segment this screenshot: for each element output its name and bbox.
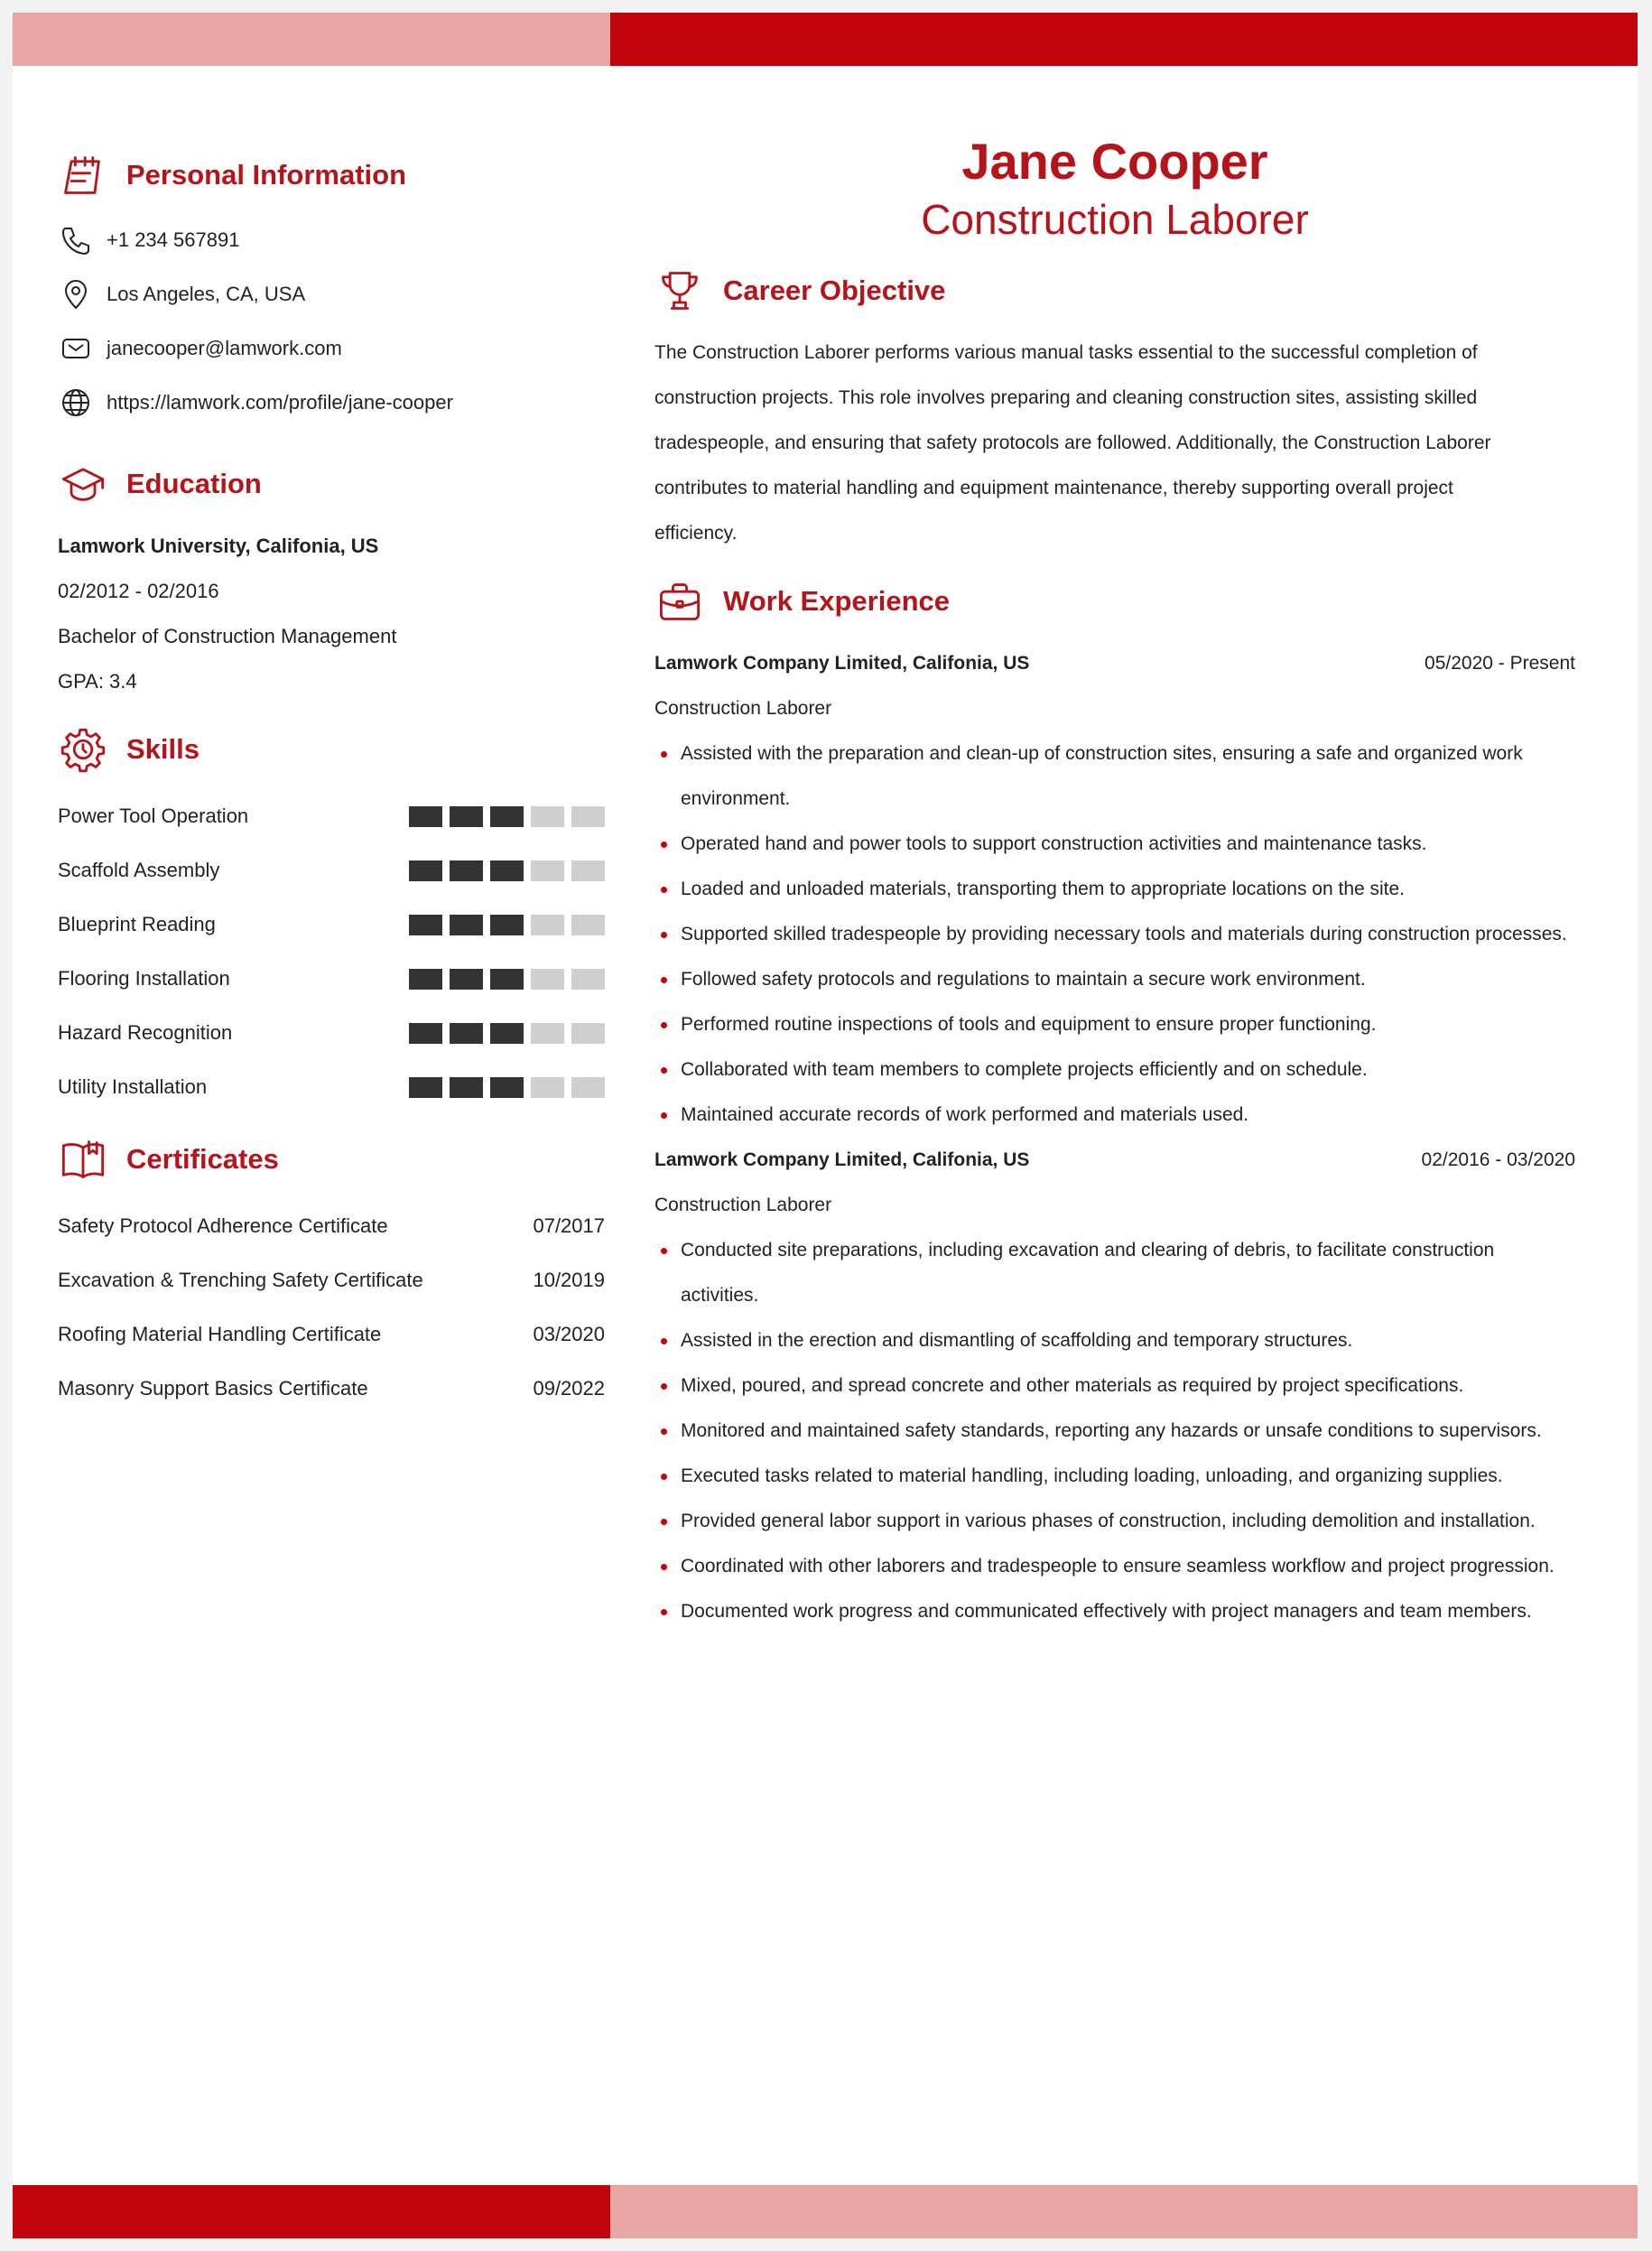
open-book-icon: [58, 1134, 108, 1185]
job-header: [654, 641, 1575, 686]
skill-level-segment: [490, 1023, 524, 1044]
skills-list: [58, 789, 605, 1114]
objective-line: tradespeople, and ensuring that safety protocols are followed. Additionally, the Construction Laborer: [654, 433, 1491, 453]
top-band-dark: [610, 13, 1638, 66]
job-bullet: Executed tasks related to material handling, including loading, unloading, and organizing supplies.: [654, 1454, 1575, 1499]
job-bullet: Operated hand and power tools to support construction activities and maintenance tasks.: [654, 822, 1575, 867]
job-dates: 05/2020 - Present: [1425, 653, 1575, 674]
skill-name: Power Tool Operation: [58, 805, 249, 827]
skill-level-bars: [409, 806, 605, 827]
skill-level-segment: [571, 806, 605, 827]
job-role: Construction Laborer: [654, 1195, 832, 1215]
objective-line: The Construction Laborer performs various manual tasks essential to the successful completion of: [654, 342, 1478, 363]
certificate-date: 10/2019: [533, 1269, 605, 1291]
skill-name: Hazard Recognition: [58, 1021, 233, 1044]
bottom-band-light: [610, 2185, 1638, 2238]
job-bullet: Collaborated with team members to complete projects efficiently and on schedule.: [654, 1047, 1575, 1093]
skill-level-bars: [409, 1077, 605, 1098]
skill-level-segment: [571, 1077, 605, 1098]
skill-level-segment: [409, 915, 442, 935]
objective-line: efficiency.: [654, 523, 738, 544]
job-company: Lamwork Company Limited, Califonia, US: [654, 653, 1030, 674]
certificate-name: Masonry Support Basics Certificate: [58, 1377, 368, 1400]
job-bullet: Maintained accurate records of work performed and materials used.: [654, 1093, 1575, 1138]
education-title: Education: [126, 468, 262, 499]
certificate-date: 03/2020: [533, 1323, 605, 1345]
skill-level-segment: [450, 806, 483, 827]
job-bullet: Assisted with the preparation and clean-up of construction sites, ensuring a safe and organized work environment.: [654, 731, 1575, 822]
skill-level-segment: [571, 860, 605, 881]
education-dates: 02/2012 - 02/2016: [58, 580, 219, 602]
skill-row: [58, 1060, 605, 1114]
job-bullet: Loaded and unloaded materials, transporting them to appropriate locations on the site.: [654, 867, 1575, 912]
certificates-heading: [58, 1132, 605, 1186]
phone-text: +1 234 567891: [107, 228, 240, 251]
education-degree: Bachelor of Construction Management: [58, 625, 397, 647]
skills-heading: [58, 722, 605, 777]
briefcase-icon: [654, 576, 705, 627]
skill-level-segment: [571, 1023, 605, 1044]
location-row: [58, 267, 605, 321]
skill-level-bars: [409, 969, 605, 990]
skill-level-segment: [531, 860, 564, 881]
skill-level-segment: [531, 1023, 564, 1044]
skill-name: Blueprint Reading: [58, 913, 216, 935]
certificate-row: [58, 1199, 605, 1253]
skill-level-segment: [409, 1077, 442, 1098]
skill-level-segment: [490, 969, 524, 990]
objective-title: Career Objective: [723, 274, 946, 306]
job-company: Lamwork Company Limited, Califonia, US: [654, 1149, 1030, 1170]
job-bullet: Conducted site preparations, including excavation and clearing of debris, to facilitate construction activities.: [654, 1228, 1575, 1318]
bottom-band-dark: [13, 2185, 610, 2238]
personal-info-heading: [58, 148, 605, 202]
certificate-date: 09/2022: [533, 1377, 605, 1400]
objective-line: construction projects. This role involves preparing and cleaning construction sites, assisting skilled: [654, 387, 1478, 408]
skill-level-segment: [450, 969, 483, 990]
location-text: Los Angeles, CA, USA: [107, 283, 306, 305]
skill-level-segment: [490, 1077, 524, 1098]
skill-row: [58, 1006, 605, 1060]
phone-row: [58, 213, 605, 267]
skill-level-segment: [531, 915, 564, 935]
job-bullet: Provided general labor support in various phases of construction, including demolition and installation.: [654, 1499, 1575, 1544]
skill-level-segment: [571, 915, 605, 935]
certificate-row: [58, 1362, 605, 1416]
education-heading: [58, 457, 605, 511]
graduation-cap-icon: [58, 459, 108, 509]
job-bullet: Followed safety protocols and regulations to maintain a secure work environment.: [654, 957, 1575, 1002]
certificates-title: Certificates: [126, 1143, 279, 1175]
skill-name: Utility Installation: [58, 1075, 208, 1098]
job-bullet: Monitored and maintained safety standards, reporting any hazards or unsafe conditions to supervisors.: [654, 1409, 1575, 1454]
skill-row: [58, 789, 605, 843]
certificate-row: [58, 1253, 605, 1307]
job-bullet: Documented work progress and communicated effectively with project managers and team members.: [654, 1589, 1575, 1634]
certificate-name: Safety Protocol Adherence Certificate: [58, 1214, 388, 1237]
calendar-note-icon: [58, 150, 108, 200]
skill-level-segment: [571, 969, 605, 990]
education-school: Lamwork University, Califonia, US: [58, 535, 379, 557]
skill-level-bars: [409, 915, 605, 935]
job-bullets: [654, 1228, 1575, 1634]
job-header: [654, 1138, 1575, 1183]
certificate-name: Roofing Material Handling Certificate: [58, 1323, 382, 1345]
skill-level-segment: [490, 806, 524, 827]
job-bullet: Mixed, poured, and spread concrete and other materials as required by project specifications.: [654, 1363, 1575, 1409]
skill-level-segment: [450, 915, 483, 935]
skill-level-segment: [531, 806, 564, 827]
job-bullet: Coordinated with other laborers and tradespeople to ensure seamless workflow and project progression.: [654, 1544, 1575, 1589]
mail-icon: [58, 330, 94, 367]
trophy-icon: [654, 265, 705, 316]
skill-level-segment: [490, 860, 524, 881]
education-gpa: GPA: 3.4: [58, 670, 137, 693]
skill-level-segment: [450, 1023, 483, 1044]
skill-level-segment: [409, 860, 442, 881]
skill-level-bars: [409, 860, 605, 881]
skill-level-segment: [409, 1023, 442, 1044]
certificate-date: 07/2017: [533, 1214, 605, 1237]
skill-level-segment: [409, 806, 442, 827]
skill-row: [58, 952, 605, 1006]
objective-heading: [654, 264, 1575, 318]
personal-info-title: Personal Information: [126, 159, 407, 191]
top-band-light: [13, 13, 610, 66]
objective-text: [654, 330, 1575, 556]
skill-level-segment: [450, 1077, 483, 1098]
job-role: Construction Laborer: [654, 698, 832, 719]
experience-heading: [654, 574, 1575, 628]
job-bullet: Supported skilled tradespeople by providing necessary tools and materials during construction processes.: [654, 912, 1575, 957]
job-dates: 02/2016 - 03/2020: [1421, 1149, 1575, 1170]
website-link[interactable]: https://lamwork.com/profile/jane-cooper: [107, 391, 453, 414]
skill-level-bars: [409, 1023, 605, 1044]
email-row: [58, 321, 605, 376]
certificates-list: [58, 1199, 605, 1416]
certificate-name: Excavation & Trenching Safety Certificate: [58, 1269, 423, 1291]
phone-icon: [58, 222, 94, 258]
experience-title: Work Experience: [723, 585, 950, 617]
left-column: [58, 148, 605, 1416]
skill-row: [58, 898, 605, 952]
jobs-list: [654, 641, 1575, 1634]
objective-line: contributes to material handling and equipment maintenance, thereby supporting overall project: [654, 478, 1453, 498]
skill-level-segment: [409, 969, 442, 990]
website-row: [58, 376, 605, 430]
job-bullet: Performed routine inspections of tools and equipment to ensure proper functioning.: [654, 1002, 1575, 1047]
location-pin-icon: [58, 276, 94, 312]
skill-row: [58, 843, 605, 898]
skill-level-segment: [531, 969, 564, 990]
job-bullets: [654, 731, 1575, 1138]
candidate-title: Construction Laborer: [921, 196, 1309, 243]
skill-level-segment: [490, 915, 524, 935]
job-bullet: Assisted in the erection and dismantling of scaffolding and temporary structures.: [654, 1318, 1575, 1363]
resume-page: [13, 13, 1638, 2238]
skills-title: Skills: [126, 733, 200, 765]
globe-icon: [58, 385, 94, 421]
gear-clock-icon: [58, 724, 108, 775]
candidate-name: Jane Cooper: [961, 133, 1268, 190]
skill-name: Scaffold Assembly: [58, 859, 220, 881]
skill-name: Flooring Installation: [58, 967, 230, 990]
certificate-row: [58, 1307, 605, 1362]
skill-level-segment: [450, 860, 483, 881]
email-link[interactable]: janecooper@lamwork.com: [107, 337, 342, 359]
right-column: [654, 130, 1575, 1634]
skill-level-segment: [531, 1077, 564, 1098]
